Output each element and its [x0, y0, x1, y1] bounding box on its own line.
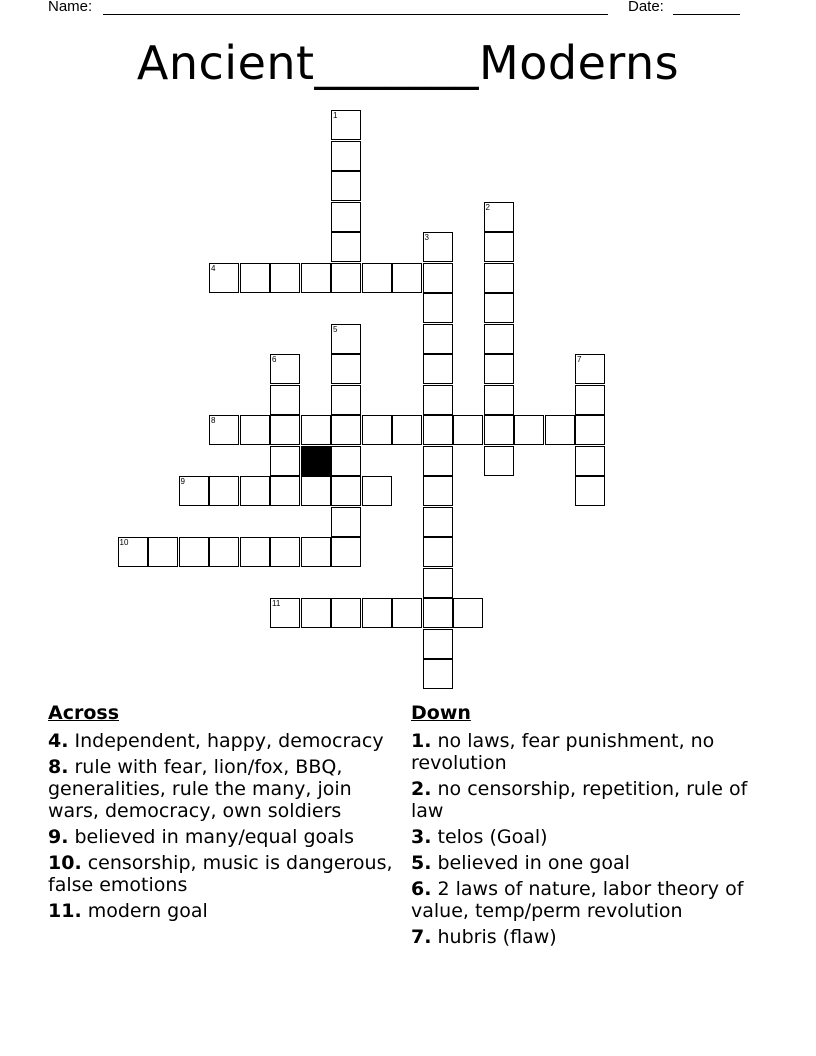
crossword-cell[interactable] [575, 476, 605, 506]
crossword-cell[interactable] [270, 446, 300, 476]
down-clue [411, 730, 761, 774]
clue-label-number: 4. [48, 730, 69, 752]
clue-number: 6 [272, 355, 277, 364]
clue-label-number: 10. [48, 852, 82, 874]
crossword-cell[interactable] [301, 537, 331, 567]
date-label: Date: [628, 0, 664, 15]
clue-text: telos (Goal) [431, 826, 548, 848]
crossword-cell[interactable] [362, 263, 392, 293]
crossword-cell[interactable] [423, 629, 453, 659]
crossword-cell[interactable] [453, 598, 483, 628]
clue-label-number: 3. [411, 826, 432, 848]
crossword-cell[interactable] [301, 598, 331, 628]
clue-label-number: 2. [411, 778, 432, 800]
crossword-cell[interactable] [423, 476, 453, 506]
name-label: Name: [48, 0, 93, 15]
crossword-cell[interactable] [331, 354, 361, 384]
crossword-cell[interactable] [331, 446, 361, 476]
crossword-cell[interactable] [331, 202, 361, 232]
clue-number: 1 [333, 111, 338, 120]
crossword-cell[interactable] [331, 141, 361, 171]
crossword-cell[interactable] [423, 659, 453, 689]
crossword-cell[interactable] [179, 476, 209, 506]
crossword-cell[interactable] [179, 537, 209, 567]
crossword-cell[interactable] [270, 537, 300, 567]
clue-text: believed in many/equal goals [68, 826, 354, 848]
crossword-cell[interactable] [331, 507, 361, 537]
crossword-cell[interactable] [484, 446, 514, 476]
crossword-cell[interactable] [484, 385, 514, 415]
crossword-cell[interactable] [392, 598, 422, 628]
crossword-cell[interactable] [331, 232, 361, 262]
down-clues [411, 702, 761, 952]
crossword-cell[interactable] [270, 415, 300, 445]
crossword-cell[interactable] [484, 263, 514, 293]
across-clue [48, 826, 393, 848]
clue-number: 10 [119, 538, 129, 547]
crossword-cell[interactable] [575, 415, 605, 445]
crossword-cell[interactable] [423, 232, 453, 262]
crossword-cell[interactable] [423, 446, 453, 476]
clue-text: no censorship, repetition, rule of law [411, 778, 748, 822]
down-clue [411, 878, 761, 922]
down-clue [411, 778, 761, 822]
crossword-cell[interactable] [331, 598, 361, 628]
clue-text: 2 laws of nature, labor theory of value, temp/perm revolution [411, 878, 744, 922]
crossword-cell[interactable] [209, 263, 239, 293]
clue-text: modern goal [81, 900, 208, 922]
crossword-cell[interactable] [209, 476, 239, 506]
crossword-cell[interactable] [270, 263, 300, 293]
down-heading: Down [411, 702, 471, 724]
clue-label-number: 5. [411, 852, 432, 874]
clue-number: 7 [577, 355, 582, 364]
clue-label-number: 11. [48, 900, 82, 922]
crossword-cell[interactable] [423, 415, 453, 445]
crossword-cell[interactable] [301, 476, 331, 506]
crossword-cell[interactable] [331, 263, 361, 293]
clue-label-number: 8. [48, 756, 69, 778]
down-clue [411, 926, 761, 948]
crossword-cell[interactable] [240, 476, 270, 506]
crossword-cell[interactable] [270, 385, 300, 415]
crossword-cell[interactable] [331, 537, 361, 567]
crossword-cell[interactable] [423, 537, 453, 567]
clue-text: censorship, music is dangerous, false emotions [48, 852, 393, 896]
crossword-cell[interactable] [514, 415, 544, 445]
across-clue [48, 900, 393, 922]
crossword-cell[interactable] [484, 202, 514, 232]
clue-text: rule with fear, lion/fox, BBQ, generalities, rule the many, join wars, democracy, own soldiers [48, 756, 352, 822]
crossword-cell[interactable] [392, 415, 422, 445]
crossword-cell[interactable] [484, 232, 514, 262]
crossword-cell[interactable] [392, 263, 422, 293]
crossword-cell[interactable] [423, 293, 453, 323]
crossword-cell[interactable] [545, 415, 575, 445]
crossword-cell[interactable] [209, 537, 239, 567]
crossword-cell[interactable] [575, 446, 605, 476]
crossword-cell[interactable] [331, 385, 361, 415]
clue-label-number: 9. [48, 826, 69, 848]
clue-number: 11 [272, 599, 281, 608]
clue-text: believed in one goal [431, 852, 630, 874]
crossword-cell[interactable] [270, 476, 300, 506]
crossword-cell[interactable] [362, 415, 392, 445]
clue-number: 5 [333, 324, 338, 334]
crossword-cell[interactable] [575, 385, 605, 415]
crossword-cell[interactable] [575, 354, 605, 384]
crossword-cell[interactable] [301, 263, 331, 293]
crossword-cell[interactable] [118, 537, 148, 567]
crossword-cell[interactable] [331, 110, 361, 140]
clue-number: 9 [180, 477, 185, 486]
clue-number: 2 [485, 202, 490, 212]
crossword-cell[interactable] [270, 354, 300, 384]
crossword-cell[interactable] [423, 354, 453, 384]
across-heading: Across [48, 702, 120, 724]
clue-number: 8 [211, 416, 216, 425]
crossword-cell[interactable] [423, 507, 453, 537]
crossword-cell[interactable] [423, 598, 453, 628]
clue-label-number: 6. [411, 878, 432, 900]
crossword-cell[interactable] [240, 415, 270, 445]
crossword-cell[interactable] [484, 293, 514, 323]
across-clue [48, 852, 393, 896]
down-clue [411, 852, 761, 874]
crossword-cell[interactable] [148, 537, 178, 567]
clue-number: 4 [211, 263, 216, 273]
clue-text: Independent, happy, democracy [68, 730, 384, 752]
crossword-cell[interactable] [331, 171, 361, 201]
crossword-cell[interactable] [484, 354, 514, 384]
down-clue [411, 826, 761, 848]
black-square [301, 446, 331, 476]
crossword-cell[interactable] [331, 476, 361, 506]
clue-text: hubris (flaw) [431, 926, 557, 948]
crossword-cell[interactable] [484, 324, 514, 354]
across-clues [48, 702, 393, 926]
clue-label-number: 1. [411, 730, 432, 752]
crossword-cell[interactable] [423, 324, 453, 354]
crossword-cell[interactable] [331, 324, 361, 354]
across-clue [48, 756, 393, 822]
crossword-cell[interactable] [209, 415, 239, 445]
clue-text: no laws, fear punishment, no revolution [411, 730, 715, 774]
crossword-cell[interactable] [240, 263, 270, 293]
crossword-cell[interactable] [453, 415, 483, 445]
crossword-cell[interactable] [301, 415, 331, 445]
crossword-cell[interactable] [423, 568, 453, 598]
clue-label-number: 7. [411, 926, 432, 948]
page-title: Ancient_______Moderns [136, 36, 680, 90]
crossword-cell[interactable] [331, 415, 361, 445]
crossword-cell[interactable] [270, 598, 300, 628]
crossword-cell[interactable] [484, 415, 514, 445]
crossword-cell[interactable] [362, 476, 392, 506]
across-clue [48, 730, 393, 752]
crossword-cell[interactable] [423, 263, 453, 293]
crossword-cell[interactable] [362, 598, 392, 628]
clue-number: 3 [424, 233, 429, 242]
crossword-cell[interactable] [423, 385, 453, 415]
crossword-cell[interactable] [240, 537, 270, 567]
